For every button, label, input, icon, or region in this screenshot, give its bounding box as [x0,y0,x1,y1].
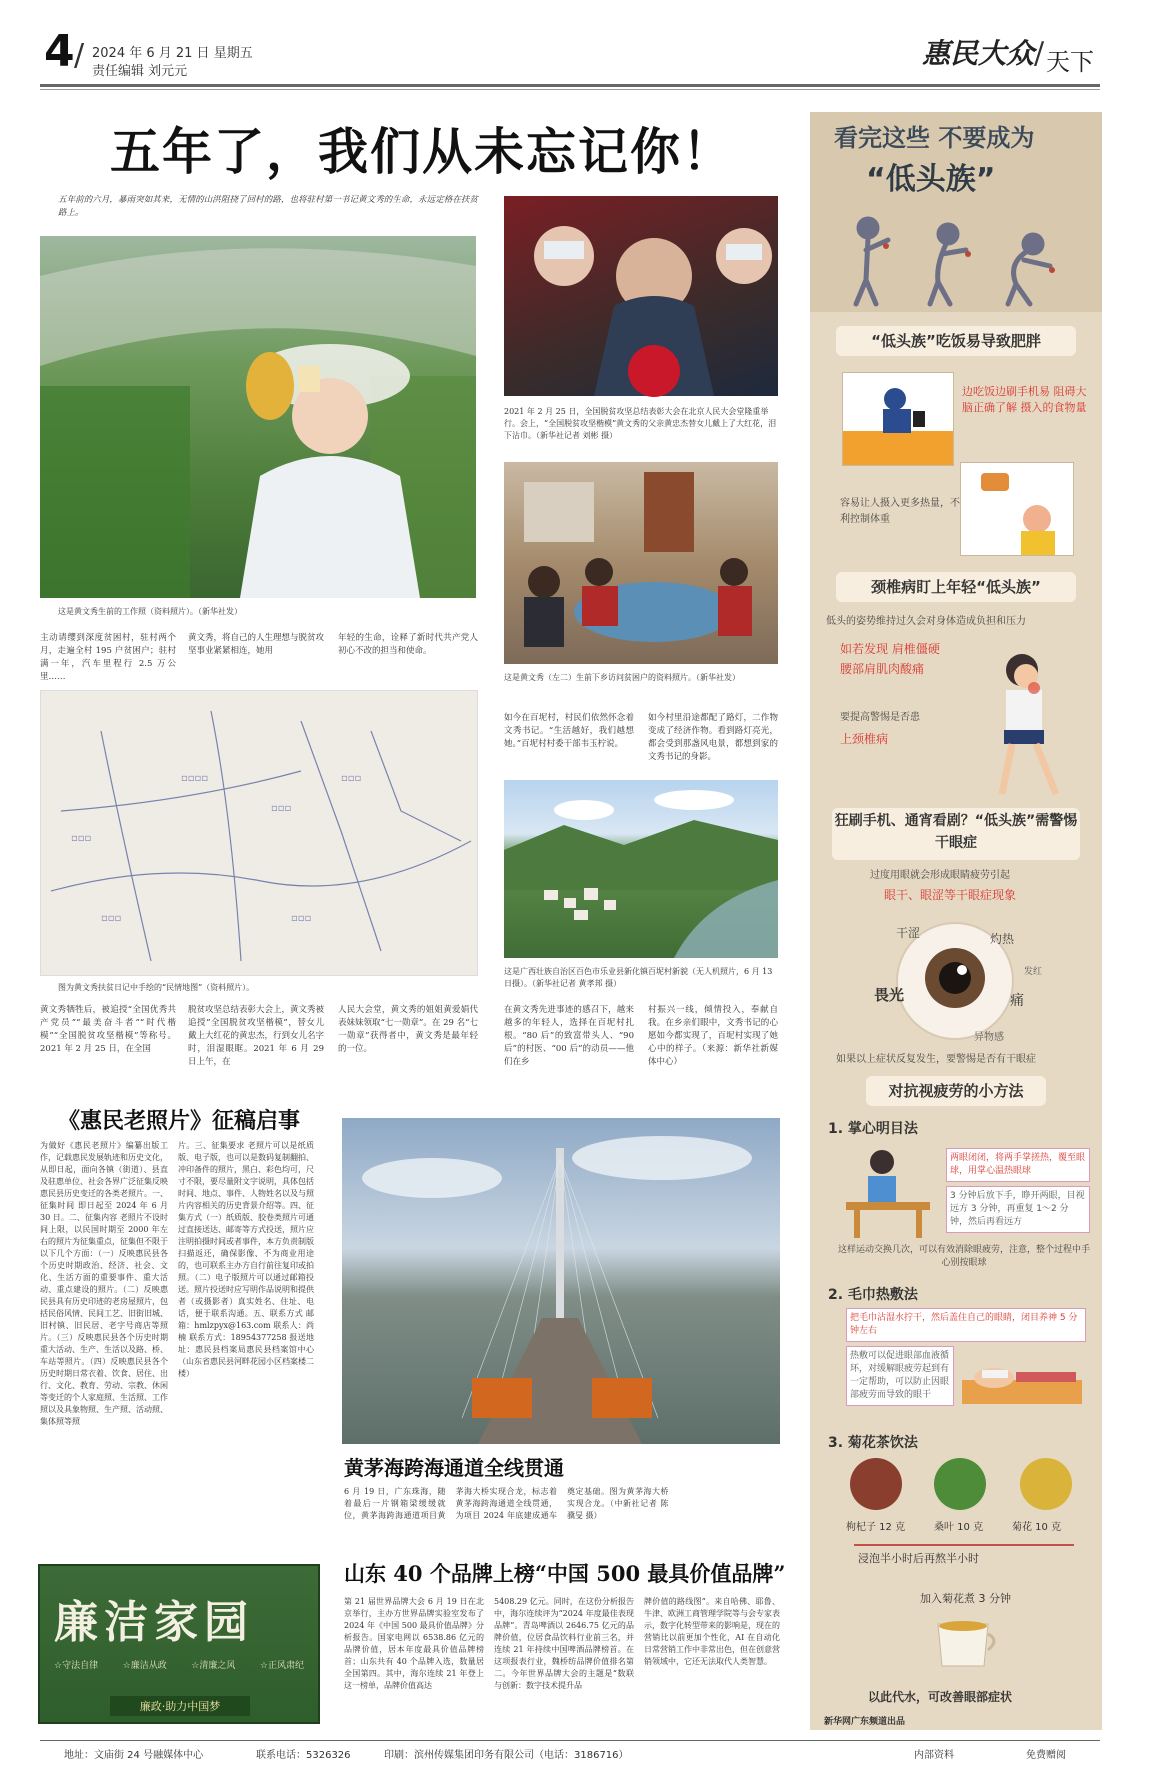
photo4-caption: 这是广西壮族自治区百色市乐业县新化镇百坭村新貌（无人机照片，6 月 13 日摄）。（新华社记者 黄孝邦 摄） [504,967,773,988]
photo3-caption: 这是黄文秀（左二）生前下乡访问贫困户的资料照片。（新华社发） [504,673,740,682]
neck-pain-illustration [972,644,1090,804]
integrity-banner [38,1564,320,1724]
header-slash: / [74,38,85,73]
brand-col1: 第 21 届世界品牌大会 6 月 19 日在北京举行，主办方世界品牌实验室发布了 2024 年《中国 500 最具价值品牌》分析报告。国家电网以 6538.86 亿元的品牌价值，居本年度最具价值品牌榜首；山东共有 40 个品牌入选，数量居全国第四。其中，海尔连续 21 年登上这一榜单，品牌价值高达 [344,1597,484,1690]
photo-huang-wenxiu-field [40,236,476,598]
photo4-text-col1: 在黄文秀先进事迹的感召下，越来越多的年轻人，选择在百坭村扎根。“80 后”的致富带头人、“90 后”的村医、“00 后”的动员——他们在乡 [504,1005,634,1067]
banner-title: 廉洁家园 [54,1597,254,1648]
solicit-col2: 片。三、征集要求 老照片可以是纸质版、电子版，也可以是数码复制翻拍、冲印备件的照片，黑白、彩色均可，尺寸不限，要尽量附文字说明，具体包括时间、地点、事件、人物姓名以及与照片内容相关的历史背景介绍等。四、征集方式（一）纸质版、胶卷类照片可通过直接送达、邮寄等方式投送，照片应注明拍摄时间或者事件，本方负责制版扫描返还，确保影像、不为商业用途的，也可联系主办方自行前往复印或拍照。（二）电子版照片可以通过邮箱投送。照片投送时应写明作品说明和提供者（或摄影者）真实姓名、住址、电话，便于联系沟通。五、联系方式 邮箱：hmlzpyx@163.com 联系人：尚楠 联系方式：18954377258 报送地址：惠民县档案局惠民县档案馆中心（山东省惠民县河畔花园小区档案楼二楼） [178,1141,314,1378]
tea-step2: 加入菊花煮 3 分钟 [920,1592,1011,1605]
main-headline: 五年了，我们从未忘记你！ [110,123,734,181]
photo2-caption: 2021 年 2 月 25 日，全国脱贫攻坚总结表彰大会在北京人民大会堂隆重举行。会上，“全国脱贫攻坚楷模”黄文秀的父亲黄忠杰替女儿戴上了大红花，泪下沾巾。（新华社记者 刘彬 摄） [504,407,777,440]
map-text-col2: 脱贫攻坚总结表彰大会上，黄文秀被追授“全国脱贫攻坚楷模”，替女儿戴上大红花的黄忠杰，行到女儿名字时，泪湿眼眶。2021 年 6 月 29 日上午，在 [188,1005,325,1067]
map-caption: 图为黄文秀扶贫日记中手绘的“民情地图”（资料照片）。 [58,983,255,992]
brand-title: 山东 40 个品牌上榜“中国 500 最具价值品牌” [344,1561,786,1586]
bridge-title: 黄茅海跨海通道全线贯通 [344,1456,564,1480]
banner-tag: ☆清廉之风 [191,1661,236,1671]
sec3-note: 如果以上症状反复发生，要警惕是否有干眼症 [836,1054,1036,1065]
footer-phone: 联系电话：5326326 [256,1750,351,1761]
section-name: 天下 [1046,48,1094,76]
photo-hand-drawn-map [40,690,478,976]
feature-col3: 年轻的生命，诠释了新时代共产党人初心不改的担当和使命。 [338,633,478,656]
brand-col3: 牌价值的路线图”。来自哈佛、耶鲁、牛津、欧洲工商管理学院等与会专家表示，数字化转型带来的影响是，现在的营销比以前更加个性化，AI 在自动化日常营销工作中非常出色，但在创意营销领域中，它还无法取代人类智慧。 [644,1597,780,1666]
symptom-dry: 干涩 [896,926,921,940]
herb-mulberry: 桑叶 10 克 [934,1522,984,1533]
herbs-illustration [846,1454,1086,1514]
intro-text: 五年前的六月，暴雨突如其来，无情的山洪阻挠了回村的路，也将驻村第一书记黄文秀的生命，永远定格在扶贫路上。 [58,195,478,218]
symptom-pain: 痛 [1010,993,1024,1009]
svg-text:▫▫▫: ▫▫▫ [271,803,292,814]
photo-village-aerial [504,780,778,958]
solicit-title: 《惠民老照片》征稿启事 [58,1108,301,1134]
solicit-col1: 为做好《惠民老照片》编纂出版工作，记载惠民发展轨迹和历史文化，从即日起，面向各镇（街道）、县直及驻惠单位、社会各界广泛征集反映惠民县历史变迁的各类老照片。一、征集时间 即日起至 2024 年 6 月 30 日。二、征集内容 老照片不设时间上限，以民国时期至 2000 年左右的照片为征集重点，征集但不限于以下几个方面：（一）反映惠民县各个历史时期政治、经济、社会、文化、生活方面的重要事件、重大活动、重点建设的照片。（二）反映惠民县具有历史印迹的老房屋照片，包括民俗风情、民间工艺、旧街旧城、旧村镇、旧民居、老字号商店等照片。（三）反映惠民县各个历史时期重大活动、生产、生活以及路、桥、车站等照片。（四）反映惠民县各个历史时期日常衣着、饮食、居住、出行、文化、教育、劳动、宗教、休闲等变迁的个人家庭照、生活照、工作照以及具象物照、生产照、活动照、集体照等照 [40,1141,168,1426]
warm-towel-illustration [956,1350,1088,1420]
sec2-red-1: 如若发现 肩椎僵硬 [840,642,940,656]
sec2-grey: 要提高警惕是否患 [840,712,920,723]
skeleton-illustration [838,210,1088,306]
symptom-foreign-body: 异物感 [974,1032,1004,1043]
herb-goji: 枸杞子 12 克 [846,1522,906,1533]
symptom-photophobia: 畏光 [874,986,905,1004]
overeating-illustration [960,462,1074,556]
method1-note2: 3 分钟后放下手，睁开两眼，目视远方 3 分钟，再重复 1～2 分钟，然后再看远方 [946,1186,1090,1233]
herb-chrysanthemum: 菊花 10 克 [1012,1522,1062,1533]
sec4-title: 对抗视疲劳的小方法 [866,1076,1046,1106]
symptom-red: 发红 [1024,967,1043,977]
logo-slash: / [1034,36,1045,71]
method3-title: 3. 菊花茶饮法 [828,1435,918,1451]
footer-rule [40,1740,1100,1741]
header-rule [40,84,1100,87]
footer-internal: 内部资料 [914,1750,954,1761]
banner-tag: ☆廉洁从政 [122,1661,167,1671]
sec2-red-3: 上颈椎病 [840,732,889,746]
sec1-grey-text: 容易让人摄入更多热量，不利控制体重 [840,498,960,525]
banner-subtitle: 廉政·助力中国梦 [110,1696,250,1716]
svg-text:▫▫▫: ▫▫▫ [341,773,362,784]
map-text-col3: 人民大会堂，黄文秀的姐姐黄爱娟代表妹妹领取“七一勋章”。在 29 名“七一勋章”获得者中，黄文秀是最年轻的一位。 [338,1005,478,1054]
footer-free: 免费赠阅 [1026,1750,1066,1761]
method1-note1: 两眼闭闭，将两手掌搓热，覆至眼球，用掌心温热眼球 [946,1148,1090,1182]
bridge-text: 6 月 19 日，广东珠海，随着最后一片钢箱梁缓缓就位，黄茅海跨海通道项目黄茅海大桥实现合龙，标志着黄茅海跨海通道全线贯通，为项目 2024 年底建成通车奠定基础。图为黄茅海大桥实现合龙。（中新社记者 陈骥旻 摄） [344,1487,669,1520]
sec3-title: 狂刷手机、通宵看剧？“低头族”需警惕干眼症 [832,808,1080,860]
symptom-burning: 灼热 [990,932,1015,946]
infographic-title-2: “低头族” [866,162,996,197]
svg-text:▫▫▫▫: ▫▫▫▫ [181,773,209,784]
banner-tag: ☆守法自律 [54,1661,99,1671]
photo1-caption: 这是黄文秀生前的工作照（资料照片）。（新华社发） [58,607,242,616]
method1-tip: 这样运动交换几次，可以有效消除眼疲劳，注意，整个过程中手心别按眼球 [837,1245,1090,1268]
brand-col2: 5408.29 亿元。同时，在这份分析报告中，海尔连续评为“2024 年度最佳表现品牌”。青岛啤酒以 2646.75 亿元的品牌价值，位居食品饮料行业前三名，并连续 21 年持续中国啤酒品牌榜首。在这项报表行业，魏桥纺品牌价值排名第二。今年世界品牌大会的主题是“数联与创新：数字技术提升品 [494,1597,634,1690]
footer-address: 地址：文庙街 24 号融媒体中心 [64,1750,204,1761]
tea-step1: 浸泡半小时后再熬半小时 [858,1552,979,1565]
sec2-title: 颈椎病盯上年轻“低头族” [836,572,1076,602]
method1-title: 1. 掌心明目法 [828,1121,918,1137]
issue-date: 2024 年 6 月 21 日 星期五 [92,46,253,61]
svg-text:▫▫▫: ▫▫▫ [101,913,122,924]
svg-text:▫▫▫: ▫▫▫ [71,833,92,844]
banner-tags [54,1658,304,1671]
eating-illustration [842,372,954,466]
sec3-lead: 过度用眼就会形成眼睛疲劳引起 [870,870,1010,881]
svg-text:▫▫▫: ▫▫▫ [291,913,312,924]
page-number: 4 [44,26,75,77]
editor-credit: 责任编辑 刘元元 [92,64,188,79]
footer-printer: 印刷：滨州传媒集团印务有限公司（电话：3186716） [384,1750,629,1761]
photo4-text-col2: 村振兴一线，倾情投入，奉献自我。在乡亲们眼中，文秀书记的心愿如今都实现了，百坭村实现了她心中的样子。（来源：新华社新媒体中心） [648,1005,778,1067]
method2-note2: 热敷可以促进眼部血液循环，对缓解眼疲劳起到有一定帮助，可以防止因眼部疲劳而导致的眼干 [846,1346,954,1406]
infographic-credit: 新华网广东频道出品 [824,1717,906,1727]
sec2-lead: 低头的姿势维持过久会对身体造成负担和压力 [826,616,1026,627]
feature-col2: 黄文秀，将自己的人生理想与脱贫攻坚事业紧紧相连，她用 [188,633,325,656]
photo3-text-col1: 如今在百坭村，村民们依然怀念着文秀书记。“生活越好，我们越想她。”百坭村村委干部韦玉柠说。 [504,713,634,749]
tea-final: 以此代水，可改善眼部症状 [868,1690,1013,1704]
sec2-red-2: 腰部肩肌肉酸痛 [840,662,925,676]
newspaper-logo: 惠民大众 [922,37,1035,70]
photo-bridge [342,1118,780,1444]
photo3-text-col2: 如今村里沿途都配了路灯，二作物变成了经济作物。看到路灯亮光，都会受到那盏风电景，都想到家的文秀书记的身影。 [648,713,778,762]
photo-village-visit [504,462,778,664]
header-rule-thin [40,89,1100,90]
banner-tag: ☆正风肃纪 [259,1661,304,1671]
palm-method-illustration [838,1140,938,1240]
sec1-red-text: 边吃饭边刷手机易 阻碍大脑正确了解 摄入的食物量 [962,385,1087,414]
map-text-col1: 黄文秀牺牲后，被追授“全国优秀共产党员”“最美奋斗者”“时代楷模”“全国脱贫攻坚楷模”等称号。2021 年 2 月 25 日，在全国 [40,1005,176,1054]
method2-note1: 把毛巾沾湿水拧干，然后盖住自己的眼睛，闭目养神 5 分钟左右 [846,1308,1086,1342]
flow-line [854,1544,1074,1546]
photo-ceremony [504,196,778,396]
sec3-red: 眼干、眼涩等干眼症现象 [884,888,1017,902]
feature-col1: 主动请缨到深度贫困村，驻村两个月，走遍全村 195 户贫困户；驻村满一年，汽车里程行 2.5 万公里…… [40,633,176,682]
sec1-title: “低头族”吃饭易导致肥胖 [836,326,1076,356]
method2-title: 2. 毛巾热敷法 [828,1287,918,1303]
infographic-title-1: 看完这些 不要成为 [834,124,1035,152]
tea-cup-icon [930,1614,1000,1674]
